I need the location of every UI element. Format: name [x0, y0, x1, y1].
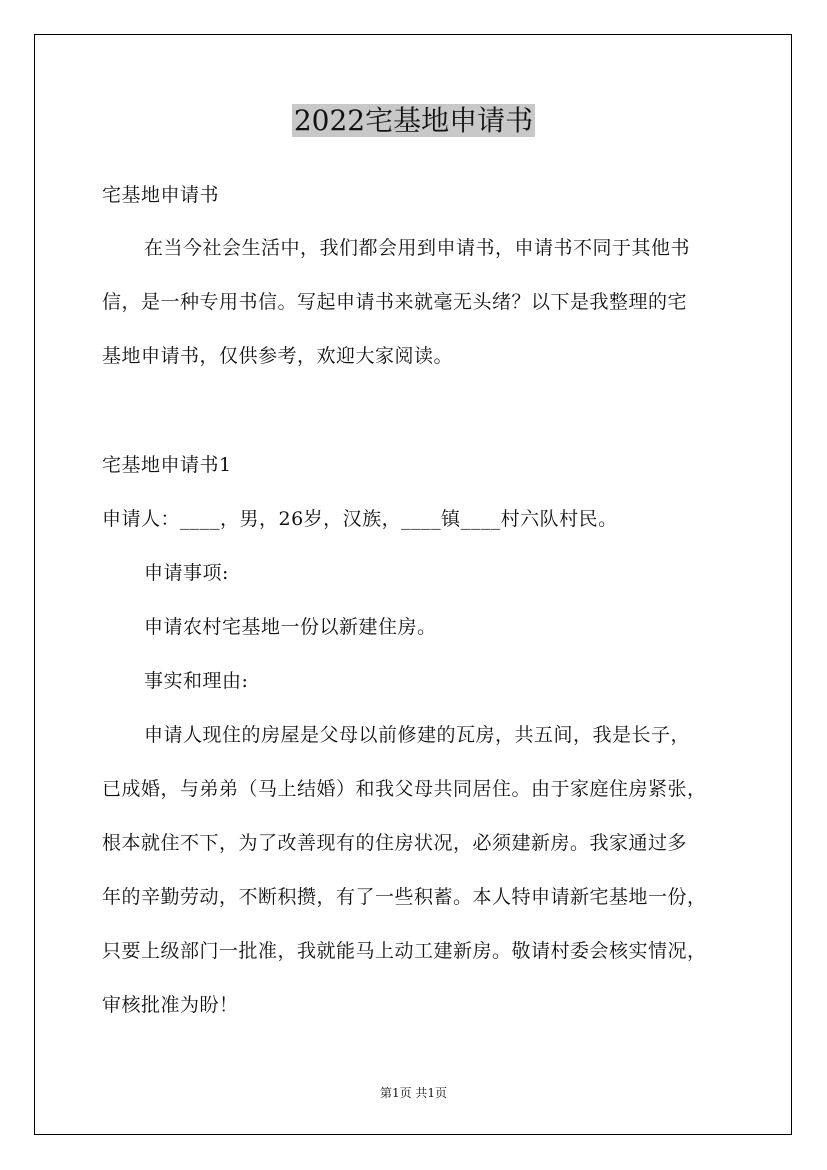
document-title: 2022宅基地申请书 — [293, 104, 534, 137]
paragraph-line: 申请农村宅基地一份以新建住房。 — [144, 616, 437, 638]
paragraph-line: 年的辛勤劳动，不断积攒，有了一些积蓄。本人特申请新宅基地一份， — [102, 886, 707, 908]
paragraph-line: 根本就住不下，为了改善现有的住房状况，必须建新房。我家通过多 — [102, 832, 688, 854]
page-footer: 第1页 共1页 — [379, 1086, 448, 1100]
paragraph-line: 在当今社会生活中，我们都会用到申请书，申请书不同于其他书 — [144, 237, 691, 259]
paragraph-line: 已成婚，与弟弟（马上结婚）和我父母共同居住。由于家庭住房紧张， — [102, 778, 707, 800]
label-line: 事实和理由: — [144, 670, 249, 692]
applicant-line: 申请人：____，男，26岁，汉族，____镇____村六队村民。 — [102, 508, 618, 530]
paragraph-line: 审核批准为盼！ — [102, 994, 239, 1016]
paragraph-line: 只要上级部门一批准，我就能马上动工建新房。敬请村委会核实情况， — [102, 940, 707, 962]
paragraph-line: 基地申请书，仅供参考，欢迎大家阅读。 — [102, 345, 454, 367]
section-heading: 宅基地申请书 — [102, 184, 220, 206]
paragraph-line: 申请人现住的房屋是父母以前修建的瓦房，共五间，我是长子， — [144, 724, 691, 746]
label-line: 申请事项: — [144, 562, 229, 584]
section-heading: 宅基地申请书1 — [102, 454, 232, 476]
document-title-wrap — [0, 101, 827, 141]
paragraph-line: 信，是一种专用书信。写起申请书来就毫无头绪？以下是我整理的宅 — [102, 291, 688, 313]
